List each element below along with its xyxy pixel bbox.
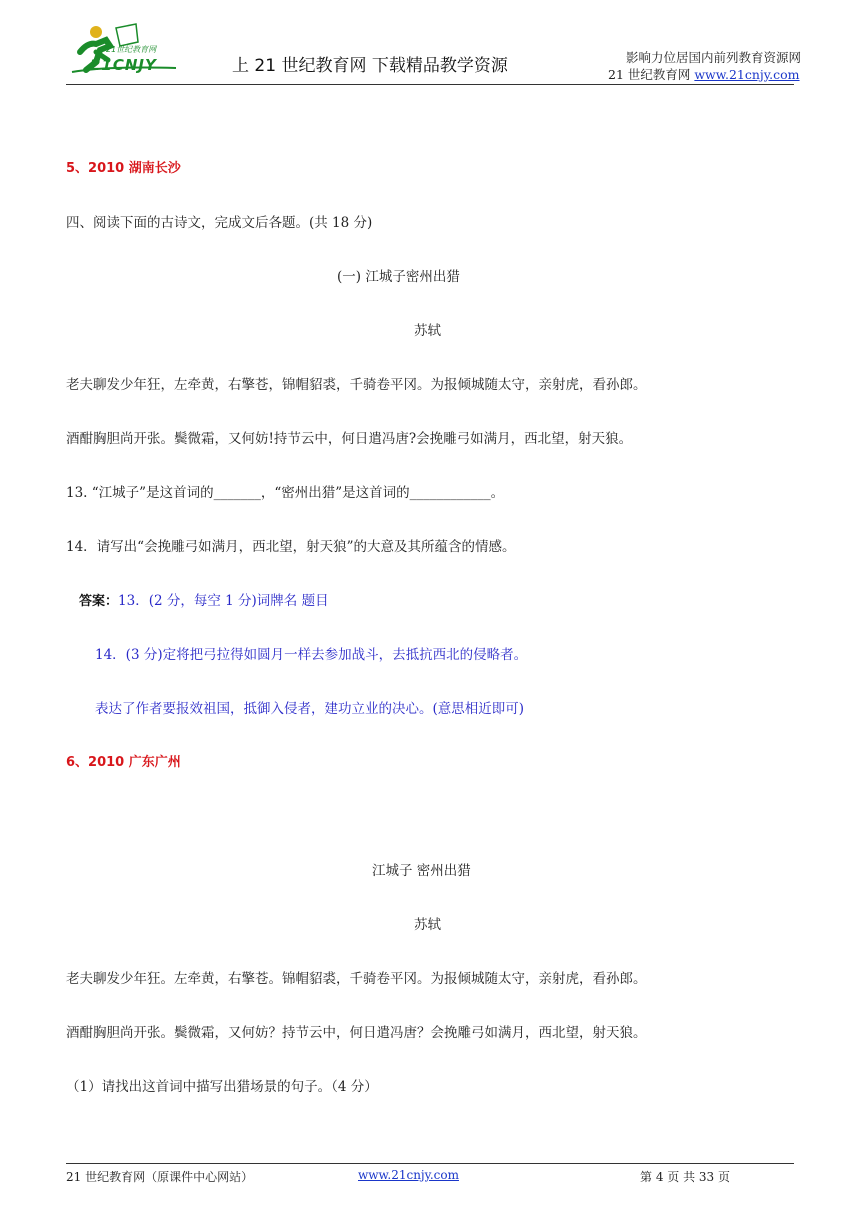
header-tagline: 影响力位居国内前列教育资源网: [626, 50, 802, 65]
answer-14-line1: 14．(3 分)定将把弓拉得如圆月一样去参加战斗，去抵抗西北的侵略者。: [95, 647, 528, 663]
header-site-link[interactable]: www.21cnjy.com: [694, 67, 800, 82]
answer-label: 答案：: [79, 594, 119, 609]
header-site-line: [608, 65, 800, 83]
question-14: 14．请写出“会挽雕弓如满月，西北望，射天狼”的大意及其所蕴含的情感。: [66, 539, 516, 555]
header-title: 上 21 世纪教育网 下载精品教学资源: [232, 56, 508, 76]
footer-divider: [66, 1163, 794, 1164]
answer-14-line2: 表达了作者要报效祖国，抵御入侵者，建功立业的决心。(意思相近即可): [95, 701, 525, 717]
poem2-line1: 老夫聊发少年狂。左牵黄，右擎苍。锦帽貂裘，千骑卷平冈。为报倾城随太守，亲射虎，看孙郎。: [66, 971, 647, 987]
section5-instruction: 四、阅读下面的古诗文，完成文后各题。(共 18 分): [66, 215, 373, 231]
footer-site-name: 21 世纪教育网（原课件中心网站）: [66, 1170, 254, 1184]
answer-13-line: [79, 589, 329, 609]
poem1-line2: 酒酣胸胆尚开张。鬓微霜，又何妨!持节云中，何日遣冯唐?会挽雕弓如满月，西北望，射天狼。: [66, 431, 633, 447]
question-1: （1）请找出这首词中描写出猎场景的句子。（4 分）: [66, 1079, 378, 1095]
header-divider: [66, 84, 794, 85]
poem2-title: 江城子 密州出猎: [372, 863, 471, 879]
poem2-line2: 酒酣胸胆尚开张。鬓微霜，又何妨？持节云中，何日遣冯唐？会挽雕弓如满月，西北望，射天狼。: [66, 1025, 647, 1041]
logo-small-text: 21世纪教育网: [106, 45, 157, 54]
poem1-line1: 老夫聊发少年狂，左牵黄，右擎苍，锦帽貂裘，千骑卷平冈。为报倾城随太守，亲射虎，看孙郎。: [66, 377, 647, 393]
poem2-author: 苏轼: [414, 917, 441, 933]
poem1-author: 苏轼: [414, 323, 441, 339]
answer-13: 13．(2 分，每空 1 分)词牌名 题目: [118, 593, 329, 609]
section5-heading: 5、2010 湖南长沙: [66, 161, 181, 176]
logo-text: 21CNJY: [90, 56, 157, 74]
poem1-title: (一) 江城子密州出猎: [337, 269, 460, 285]
footer-site-link[interactable]: www.21cnjy.com: [358, 1168, 459, 1182]
site-logo: [66, 22, 184, 78]
section6-heading: 6、2010 广东广州: [66, 755, 181, 770]
footer-page-info: 第 4 页 共 33 页: [640, 1170, 730, 1184]
question-13: 13. “江城子”是这首词的_______，“密州出猎”是这首词的____________。: [66, 485, 505, 501]
header-site-name: 21 世纪教育网: [608, 67, 695, 82]
